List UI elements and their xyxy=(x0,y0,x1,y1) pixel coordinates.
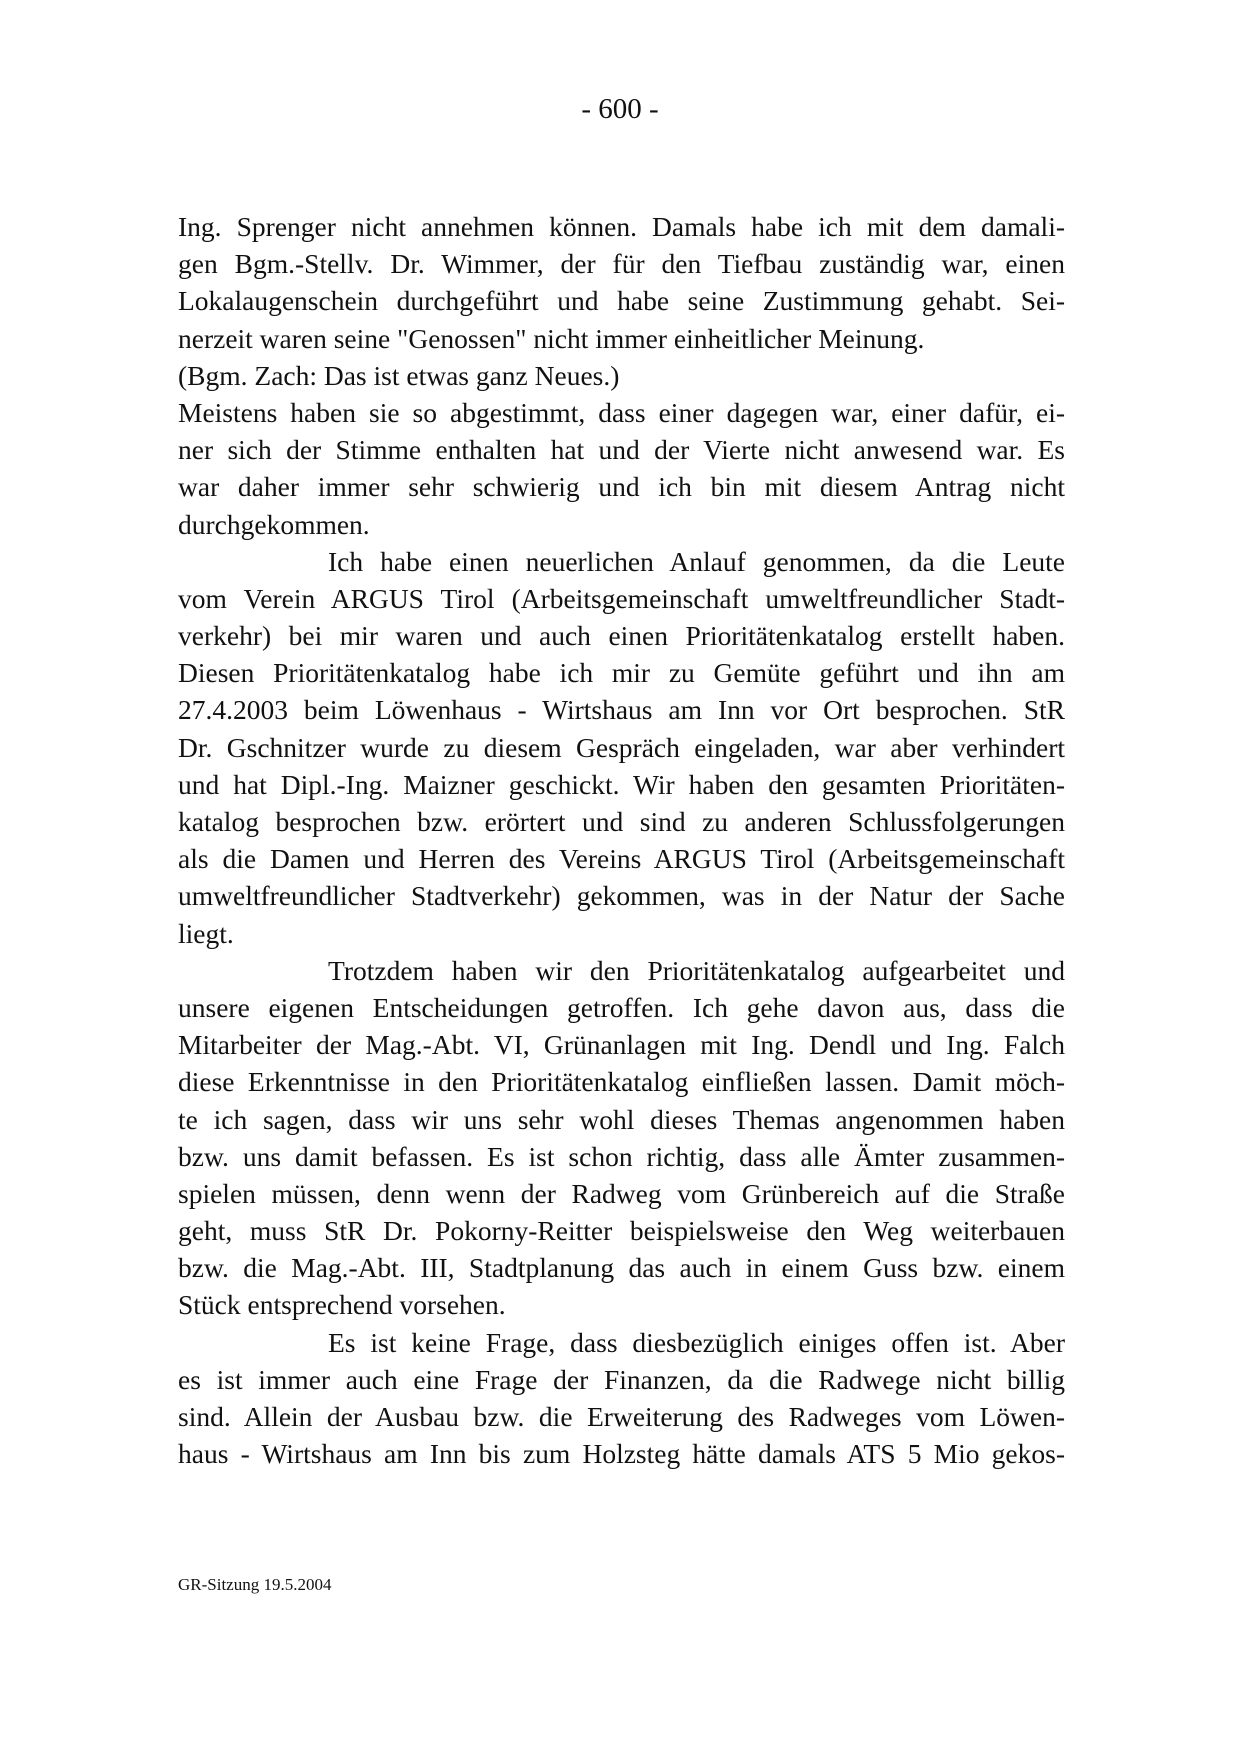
body-text xyxy=(178,208,1065,1472)
text-line: katalog besprochen bzw. erörtert und sind zu anderen Schlussfolgerungen xyxy=(178,806,1065,837)
text-line: Ing. Sprenger nicht annehmen können. Damals habe ich mit dem damali- xyxy=(178,211,1065,242)
text-line: Stück entsprechend vorsehen. xyxy=(178,1289,506,1321)
text-line: Mitarbeiter der Mag.-Abt. VI, Grünanlagen mit Ing. Dendl und Ing. Falch xyxy=(178,1029,1065,1061)
text-line: bzw. uns damit befassen. Es ist schon richtig, dass alle Ämter zusammen- xyxy=(178,1140,1065,1172)
text-line: verkehr) bei mir waren und auch einen Prioritätenkatalog erstellt haben. xyxy=(178,620,1065,652)
text-line: te ich sagen, dass wir uns sehr wohl dieses Themas angenommen haben xyxy=(178,1103,1065,1135)
text-line: umweltfreundlicher Stadtverkehr) gekommen, was in der Natur der Sache xyxy=(178,880,1065,912)
text-line: sind. Allein der Ausbau bzw. die Erweiterung des Radweges vom Löwen- xyxy=(178,1401,1065,1432)
text-line: 27.4.2003 beim Löwenhaus - Wirtshaus am Inn vor Ort besprochen. StR xyxy=(178,694,1065,726)
text-line: Diesen Prioritätenkatalog habe ich mir zu Gemüte geführt und ihn am xyxy=(178,657,1065,689)
text-line: Trotzdem haben wir den Prioritätenkatalog aufgearbeitet und xyxy=(328,954,1065,986)
text-line: nerzeit waren seine "Genossen" nicht immer einheitlicher Meinung. xyxy=(178,322,925,354)
text-line: vom Verein ARGUS Tirol (Arbeitsgemeinschaft umweltfreundlicher Stadt- xyxy=(178,582,1065,614)
text-line: (Bgm. Zach: Das ist etwas ganz Neues.) xyxy=(178,359,620,391)
text-line: Es ist keine Frage, dass diesbezüglich einiges offen ist. Aber xyxy=(328,1326,1065,1358)
text-line: und hat Dipl.-Ing. Maizner geschickt. Wir haben den gesamten Prioritäten- xyxy=(178,768,1065,800)
text-line: durchgekommen. xyxy=(178,508,370,540)
text-line: Ich habe einen neuerlichen Anlauf genommen, da die Leute xyxy=(328,545,1065,577)
text-line: gen Bgm.-Stellv. Dr. Wimmer, der für den Tiefbau zuständig war, einen xyxy=(178,248,1065,280)
text-line: liegt. xyxy=(178,917,234,949)
text-line: Meistens haben sie so abgestimmt, dass einer dagegen war, einer dafür, ei- xyxy=(178,396,1065,428)
text-line: Dr. Gschnitzer wurde zu diesem Gespräch eingeladen, war aber verhindert xyxy=(178,731,1065,763)
page-number: - 600 - xyxy=(581,93,659,125)
text-line: haus - Wirtshaus am Inn bis zum Holzsteg hätte damals ATS 5 Mio gekos- xyxy=(178,1438,1065,1470)
text-line: unsere eigenen Entscheidungen getroffen. Ich gehe davon aus, dass die xyxy=(178,991,1065,1023)
text-line: als die Damen und Herren des Vereins ARGUS Tirol (Arbeitsgemeinschaft xyxy=(178,843,1065,875)
footer-session-date: GR-Sitzung 19.5.2004 xyxy=(178,1575,332,1594)
text-line: bzw. die Mag.-Abt. III, Stadtplanung das auch in einem Guss bzw. einem xyxy=(178,1252,1065,1284)
text-line: es ist immer auch eine Frage der Finanzen, da die Radwege nicht billig xyxy=(178,1363,1065,1395)
text-line: spielen müssen, denn wenn der Radweg vom Grünbereich auf die Straße xyxy=(178,1177,1065,1209)
text-line: ner sich der Stimme enthalten hat und der Vierte nicht anwesend war. Es xyxy=(178,434,1065,466)
text-line: geht, muss StR Dr. Pokorny-Reitter beispielsweise den Weg weiterbauen xyxy=(178,1215,1065,1247)
text-line: diese Erkenntnisse in den Prioritätenkatalog einfließen lassen. Damit möch- xyxy=(178,1066,1065,1098)
text-line: Lokalaugenschein durchgeführt und habe seine Zustimmung gehabt. Sei- xyxy=(178,285,1065,317)
text-line: war daher immer sehr schwierig und ich bin mit diesem Antrag nicht xyxy=(178,471,1065,503)
